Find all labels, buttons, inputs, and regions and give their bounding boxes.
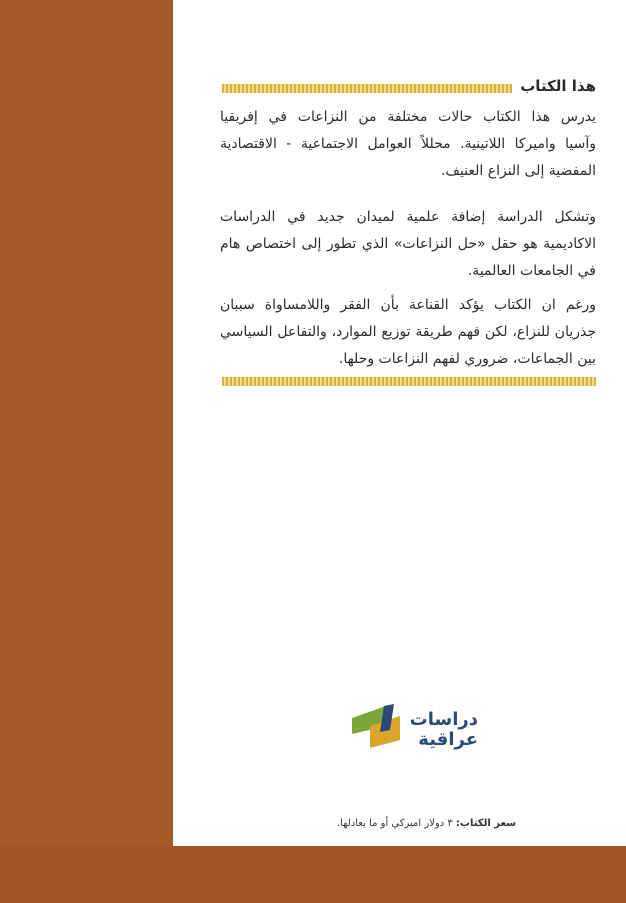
bottom-color-band bbox=[0, 846, 626, 903]
paragraph-line: جذريان للنزاع، لكن فهم طريقة توزيع الموارد، والتفاعل السياسي bbox=[220, 324, 596, 340]
publisher-logo-icon bbox=[350, 700, 408, 755]
paragraph-line: الاكاديمية هو حقل «حل النزاعات» الذي تطور إلى اختصاص هام bbox=[220, 236, 596, 252]
bottom-decorative-stripe bbox=[222, 377, 596, 386]
price-value: ٣ دولار اميركي أو ما يعادلها. bbox=[336, 818, 453, 829]
publisher-logo-text bbox=[409, 709, 478, 750]
paragraph-line: ورغم ان الكتاب يؤكد القناعة بأن الفقر واللامساواة سببان bbox=[220, 297, 596, 313]
paragraph-line: وآسيا واميركا اللاتينية. محللاً العوامل الاجتماعية - الاقتصادية bbox=[220, 136, 596, 152]
paragraph-2 bbox=[220, 204, 596, 285]
paragraph-1 bbox=[220, 104, 596, 185]
paragraph-line: وتشكل الدراسة إضافة علمية لميدان جديد في الدراسات bbox=[220, 209, 596, 225]
logo-line-1: دراسات bbox=[409, 709, 478, 730]
logo-line-2: عراقية bbox=[418, 729, 478, 750]
left-color-band bbox=[0, 0, 173, 846]
price-label: سعر الكتاب: bbox=[455, 818, 516, 829]
paragraph-line: في الجامعات العالمية. bbox=[467, 263, 596, 279]
section-heading: هذا الكتاب bbox=[512, 77, 596, 95]
paragraph-line: يدرس هذا الكتاب حالات مختلفة من النزاعات في إفريقيا bbox=[220, 109, 596, 125]
book-price bbox=[337, 818, 516, 829]
paragraph-line: المفضية إلى النزاع العنيف. bbox=[440, 163, 596, 179]
paragraph-line: بين الجماعات، ضروري لفهم النزاعات وحلها. bbox=[338, 351, 596, 367]
publisher-logo bbox=[350, 700, 490, 770]
paragraph-3 bbox=[220, 292, 596, 373]
